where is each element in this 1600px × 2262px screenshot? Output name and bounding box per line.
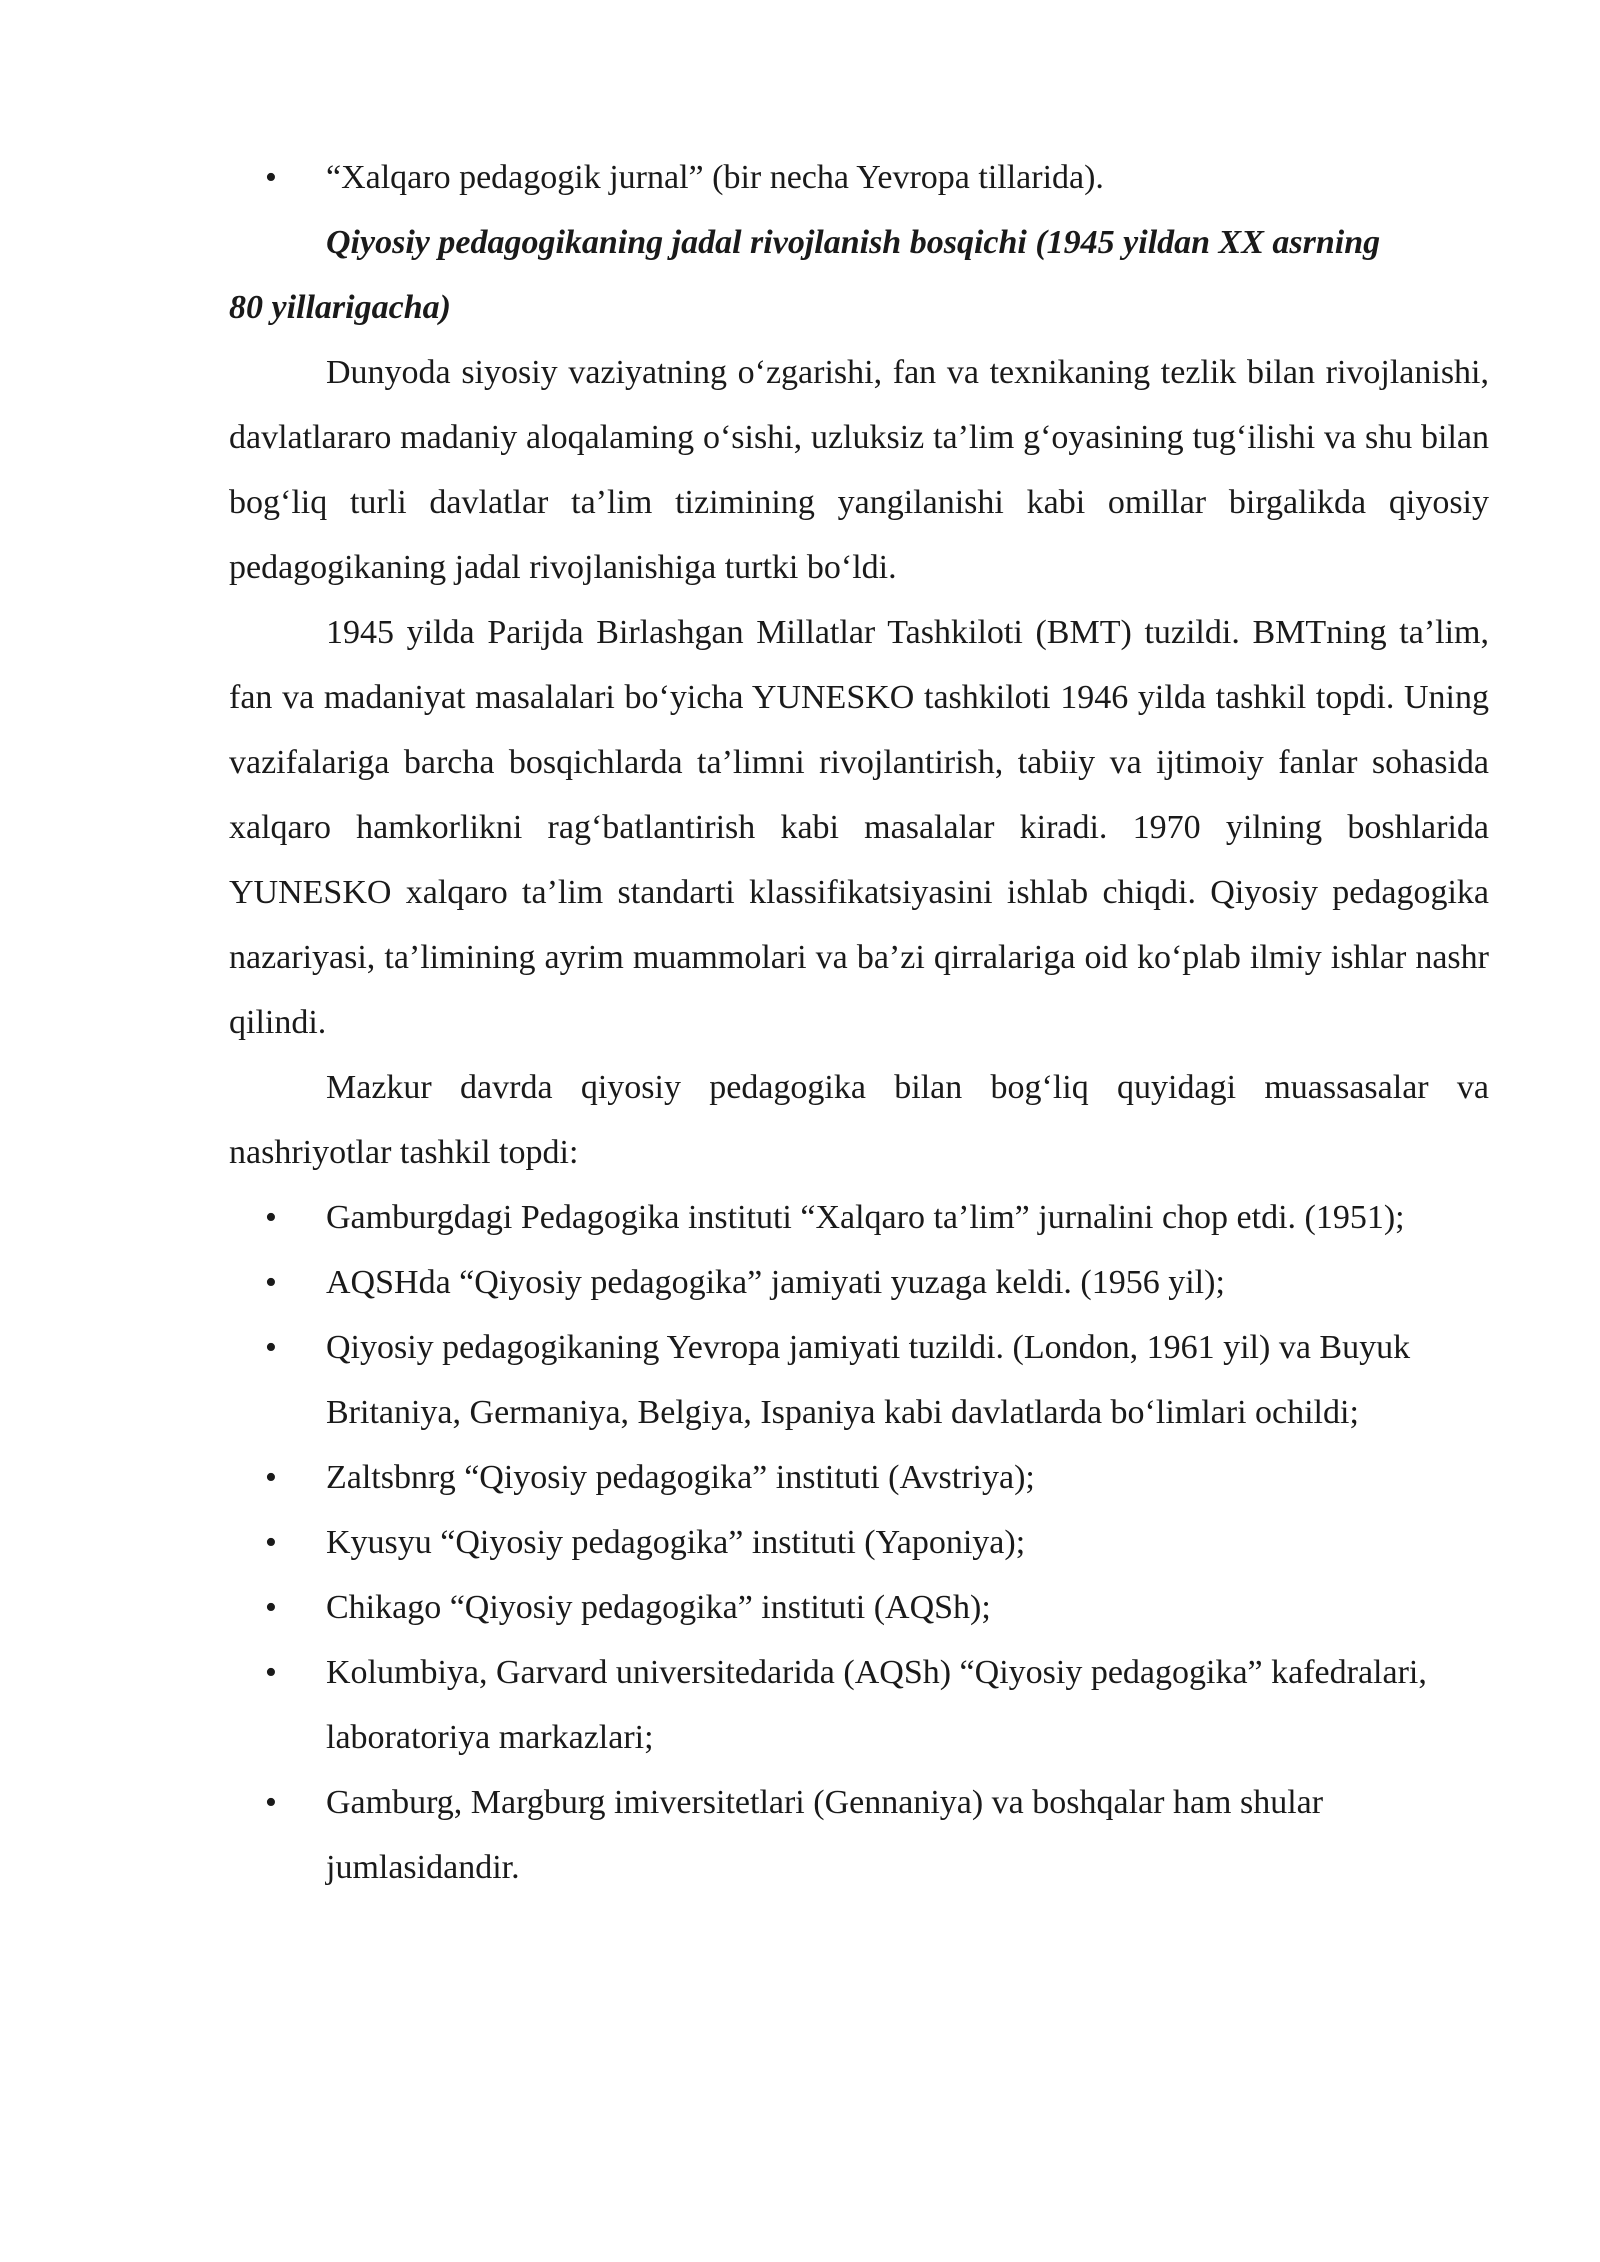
paragraph-3: Mazkur davrda qiyosiy pedagogika bilan bog‘liq quyidagi muassasalar va nashriyotlar tashkil topdi: (229, 1069, 1489, 1171)
institutions-list (229, 1185, 1489, 1900)
bullet-symbol: • (265, 1589, 277, 1626)
bullet-symbol: • (265, 1264, 277, 1301)
section-heading: Qiyosiy pedagogikaning jadal rivojlanish bosqichi (1945 yildan XX asrning 80 yillarigacha) (229, 224, 1381, 326)
list-item (229, 1770, 1489, 1900)
list-item (229, 1575, 1489, 1640)
list-item (229, 1510, 1489, 1575)
bullet-symbol: • (265, 1654, 277, 1691)
list-item-text: AQSHda “Qiyosiy pedagogika” jamiyati yuzaga keldi. (1956 yil); (326, 1264, 1225, 1301)
bullet-symbol: • (265, 1524, 277, 1561)
paragraph-1: Dunyoda siyosiy vaziyatning o‘zgarishi, fan va texnikaning tezlik bilan rivojlanishi, davlatlararo madaniy aloqalaming o‘sishi, uzluksiz ta’lim g‘oyasining tug‘ilishi va shu bilan bog‘liq turli davlatlar ta’lim tizimining yangilanishi kabi omillar birgalikda qiyosiy pedagogikaning jadal rivojlanishiga turtki bo‘ldi. (229, 354, 1489, 586)
list-item-text: Gamburg, Margburg imiversitetlari (Gennaniya) va boshqalar ham shular jumlasidandir. (326, 1784, 1324, 1886)
bullet-symbol: • (265, 1784, 277, 1821)
list-item (229, 1250, 1489, 1315)
list-item-text: Chikago “Qiyosiy pedagogika” instituti (AQSh); (326, 1589, 991, 1626)
list-item (229, 1185, 1489, 1250)
bullet-symbol: • (265, 1329, 277, 1366)
list-item-text: Zaltsbnrg “Qiyosiy pedagogika” instituti (Avstriya); (326, 1459, 1035, 1496)
list-item (229, 1640, 1489, 1770)
paragraph-2: 1945 yilda Parijda Birlashgan Millatlar Tashkiloti (BMT) tuzildi. BMTning ta’lim, fan va madaniyat masalalari bo‘yicha YUNESKO tashkiloti 1946 yilda tashkil topdi. Uning vazifalariga barcha bosqichlarda ta’limni rivojlantirish, tabiiy va ijtimoiy fanlar sohasida xalqaro hamkorlikni rag‘batlantirish kabi masalalar kiradi. 1970 yilning boshlarida YUNESKO xalqaro ta’lim standarti klassifikatsiyasini ishlab chiqdi. Qiyosiy pedagogika nazariyasi, ta’limining ayrim muammolari va ba’zi qirralariga oid ko‘plab ilmiy ishlar nashr qilindi. (229, 614, 1489, 1041)
bullet-symbol: • (265, 1199, 277, 1236)
list-item (229, 1315, 1489, 1445)
intro-bullet-item (229, 145, 1489, 210)
list-item-text: Kyusyu “Qiyosiy pedagogika” instituti (Yaponiya); (326, 1524, 1026, 1561)
bullet-symbol: • (265, 159, 277, 196)
document-page (229, 145, 1489, 1900)
bullet-symbol: • (265, 1459, 277, 1496)
list-item-text: Qiyosiy pedagogikaning Yevropa jamiyati tuzildi. (London, 1961 yil) va Buyuk Britaniya, Germaniya, Belgiya, Ispaniya kabi davlatlarda bo‘limlari ochildi; (326, 1329, 1411, 1431)
list-item-text: Gamburgdagi Pedagogika instituti “Xalqaro ta’lim” jurnalini chop etdi. (1951); (326, 1199, 1405, 1236)
list-item-text: Kolumbiya, Garvard universitedarida (AQSh) “Qiyosiy pedagogika” kafedralari, laboratoriya markazlari; (326, 1654, 1427, 1756)
list-item (229, 1445, 1489, 1510)
intro-bullet-text: “Xalqaro pedagogik jurnal” (bir necha Yevropa tillarida). (326, 159, 1104, 196)
